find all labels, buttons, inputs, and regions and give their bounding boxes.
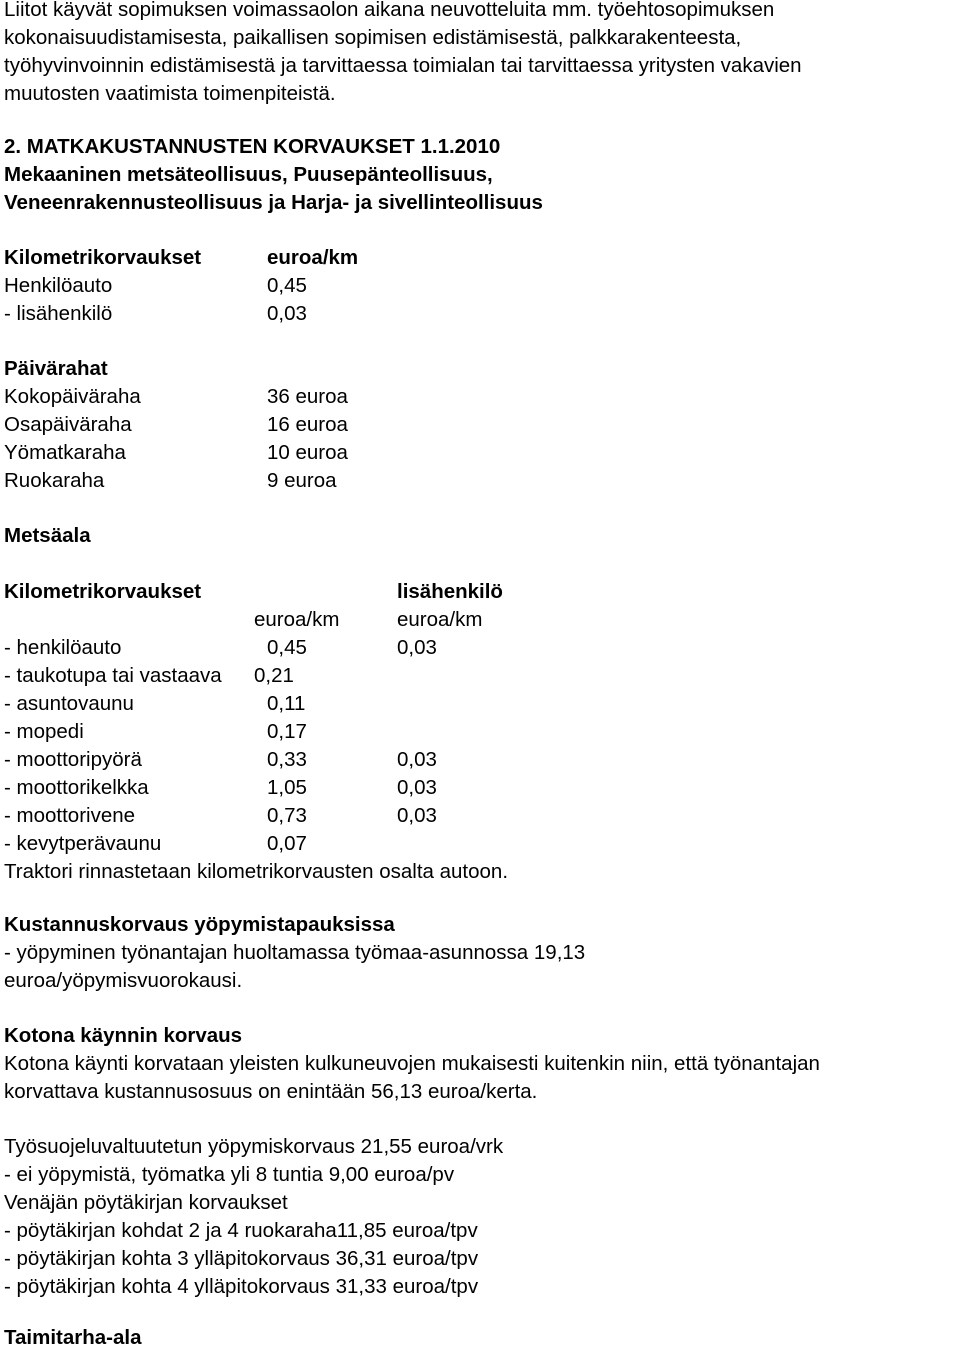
- row-label: - kevytperävaunu: [4, 832, 162, 855]
- protocol-value: 11,85 euroa/tpv: [336, 1219, 478, 1242]
- table-row: [4, 832, 564, 856]
- row-extra: 0,03: [397, 748, 437, 771]
- safety-line: - ei yöpymistä, työmatka yli 8 tuntia 9,00 euroa/pv: [4, 1163, 455, 1186]
- intro-line: kokonaisuudistamisesta, paikallisen sopimisen edistämisestä, palkkarakenteesta,: [4, 26, 742, 49]
- km-header-unit: euroa/km: [267, 246, 359, 269]
- home-visit-line: Kotona käynti korvataan yleisten kulkuneuvojen mukaisesti kuitenkin niin, että työnantajan: [4, 1052, 820, 1075]
- table-row: [4, 776, 564, 800]
- table-row: [4, 748, 564, 772]
- table-row: [4, 302, 524, 326]
- tractor-note: Traktori rinnastetaan kilometrikorvausten osalta autoon.: [4, 860, 509, 883]
- row-label: Osapäiväraha: [4, 413, 132, 436]
- row-label: - taukotupa tai vastaava: [4, 664, 222, 687]
- row-value: 36 euroa: [267, 385, 348, 408]
- row-label: - asuntovaunu: [4, 692, 134, 715]
- daily-heading: Päivärahat: [4, 357, 108, 380]
- row-value: 0,45: [267, 274, 307, 297]
- row-value: 10 euroa: [267, 441, 348, 464]
- table-row: [4, 720, 564, 744]
- row-label: Yömatkaraha: [4, 441, 126, 464]
- intro-line: työhyvinvoinnin edistämisestä ja tarvittaessa toimialan tai tarvittaessa yritysten vakavien: [4, 54, 802, 77]
- protocol-label: - pöytäkirjan kohdat 2 ja 4 ruokaraha: [4, 1219, 337, 1242]
- table-row: [4, 469, 524, 493]
- row-value: 0,45: [267, 636, 307, 659]
- km-header-label: Kilometrikorvaukset: [4, 246, 202, 269]
- overnight-line: euroa/yöpymisvuorokausi.: [4, 969, 243, 992]
- table-row: [4, 274, 524, 298]
- section-heading: 2. MATKAKUSTANNUSTEN KORVAUKSET 1.1.2010: [4, 135, 501, 158]
- home-visit-heading: Kotona käynnin korvaus: [4, 1024, 243, 1047]
- table-row: [4, 692, 564, 716]
- row-value: 0,07: [267, 832, 307, 855]
- table-row: [4, 664, 564, 688]
- row-extra: 0,03: [397, 804, 437, 827]
- home-visit-line: korvattava kustannusosuus on enintään 56,13 euroa/kerta.: [4, 1080, 538, 1103]
- row-value: 0,33: [267, 748, 307, 771]
- intro-line: muutosten vaatimista toimenpiteistä.: [4, 82, 336, 105]
- table-row: [4, 413, 524, 437]
- unit-col3: euroa/km: [397, 608, 483, 631]
- safety-line: Työsuojeluvaltuutetun yöpymiskorvaus 21,55 euroa/vrk: [4, 1135, 504, 1158]
- row-value: 0,17: [267, 720, 307, 743]
- row-value: 0,73: [267, 804, 307, 827]
- row-value: 16 euroa: [267, 413, 348, 436]
- protocol-row: [4, 1247, 478, 1271]
- row-label: Henkilöauto: [4, 274, 113, 297]
- forest-heading: Metsäala: [4, 524, 91, 547]
- safety-line: Venäjän pöytäkirjan korvaukset: [4, 1191, 288, 1214]
- row-label: - moottoripyörä: [4, 748, 142, 771]
- km-table-header: [4, 246, 524, 270]
- protocol-row: [4, 1275, 478, 1299]
- row-value: 0,21: [254, 664, 294, 687]
- protocol-label: - pöytäkirjan kohta 4 ylläpitokorvaus: [4, 1275, 330, 1298]
- protocol-value: 36,31 euroa/tpv: [335, 1247, 479, 1270]
- section-subheading: Veneenrakennusteollisuus ja Harja- ja sivellinteollisuus: [4, 191, 543, 214]
- row-value: 0,03: [267, 302, 307, 325]
- row-label: Kokopäiväraha: [4, 385, 141, 408]
- table-row: [4, 804, 564, 828]
- nursery-heading: Taimitarha-ala: [4, 1326, 142, 1349]
- intro-line: Liitot käyvät sopimuksen voimassaolon aikana neuvotteluita mm. työehtosopimuksen: [4, 0, 775, 21]
- row-label: - lisähenkilö: [4, 302, 113, 325]
- row-value: 0,11: [267, 692, 306, 715]
- row-value: 1,05: [267, 776, 307, 799]
- row-value: 9 euroa: [267, 469, 337, 492]
- row-label: - mopedi: [4, 720, 84, 743]
- row-extra: 0,03: [397, 776, 437, 799]
- unit-col2: euroa/km: [254, 608, 340, 631]
- table-row: [4, 441, 524, 465]
- row-label: - henkilöauto: [4, 636, 122, 659]
- forest-col3-header: lisähenkilö: [397, 580, 503, 603]
- row-extra: 0,03: [397, 636, 437, 659]
- forest-table-header: [4, 580, 564, 604]
- overnight-heading: Kustannuskorvaus yöpymistapauksissa: [4, 913, 395, 936]
- overnight-line: - yöpyminen työnantajan huoltamassa työmaa-asunnossa 19,13: [4, 941, 586, 964]
- row-label: Ruokaraha: [4, 469, 105, 492]
- table-row: [4, 385, 524, 409]
- forest-km-label: Kilometrikorvaukset: [4, 580, 202, 603]
- protocol-value: 31,33 euroa/tpv: [335, 1275, 479, 1298]
- protocol-label: - pöytäkirjan kohta 3 ylläpitokorvaus: [4, 1247, 330, 1270]
- row-label: - moottorikelkka: [4, 776, 149, 799]
- row-label: - moottorivene: [4, 804, 136, 827]
- table-row: [4, 636, 564, 660]
- protocol-row: [4, 1219, 478, 1243]
- section-subheading: Mekaaninen metsäteollisuus, Puusepänteollisuus,: [4, 163, 493, 186]
